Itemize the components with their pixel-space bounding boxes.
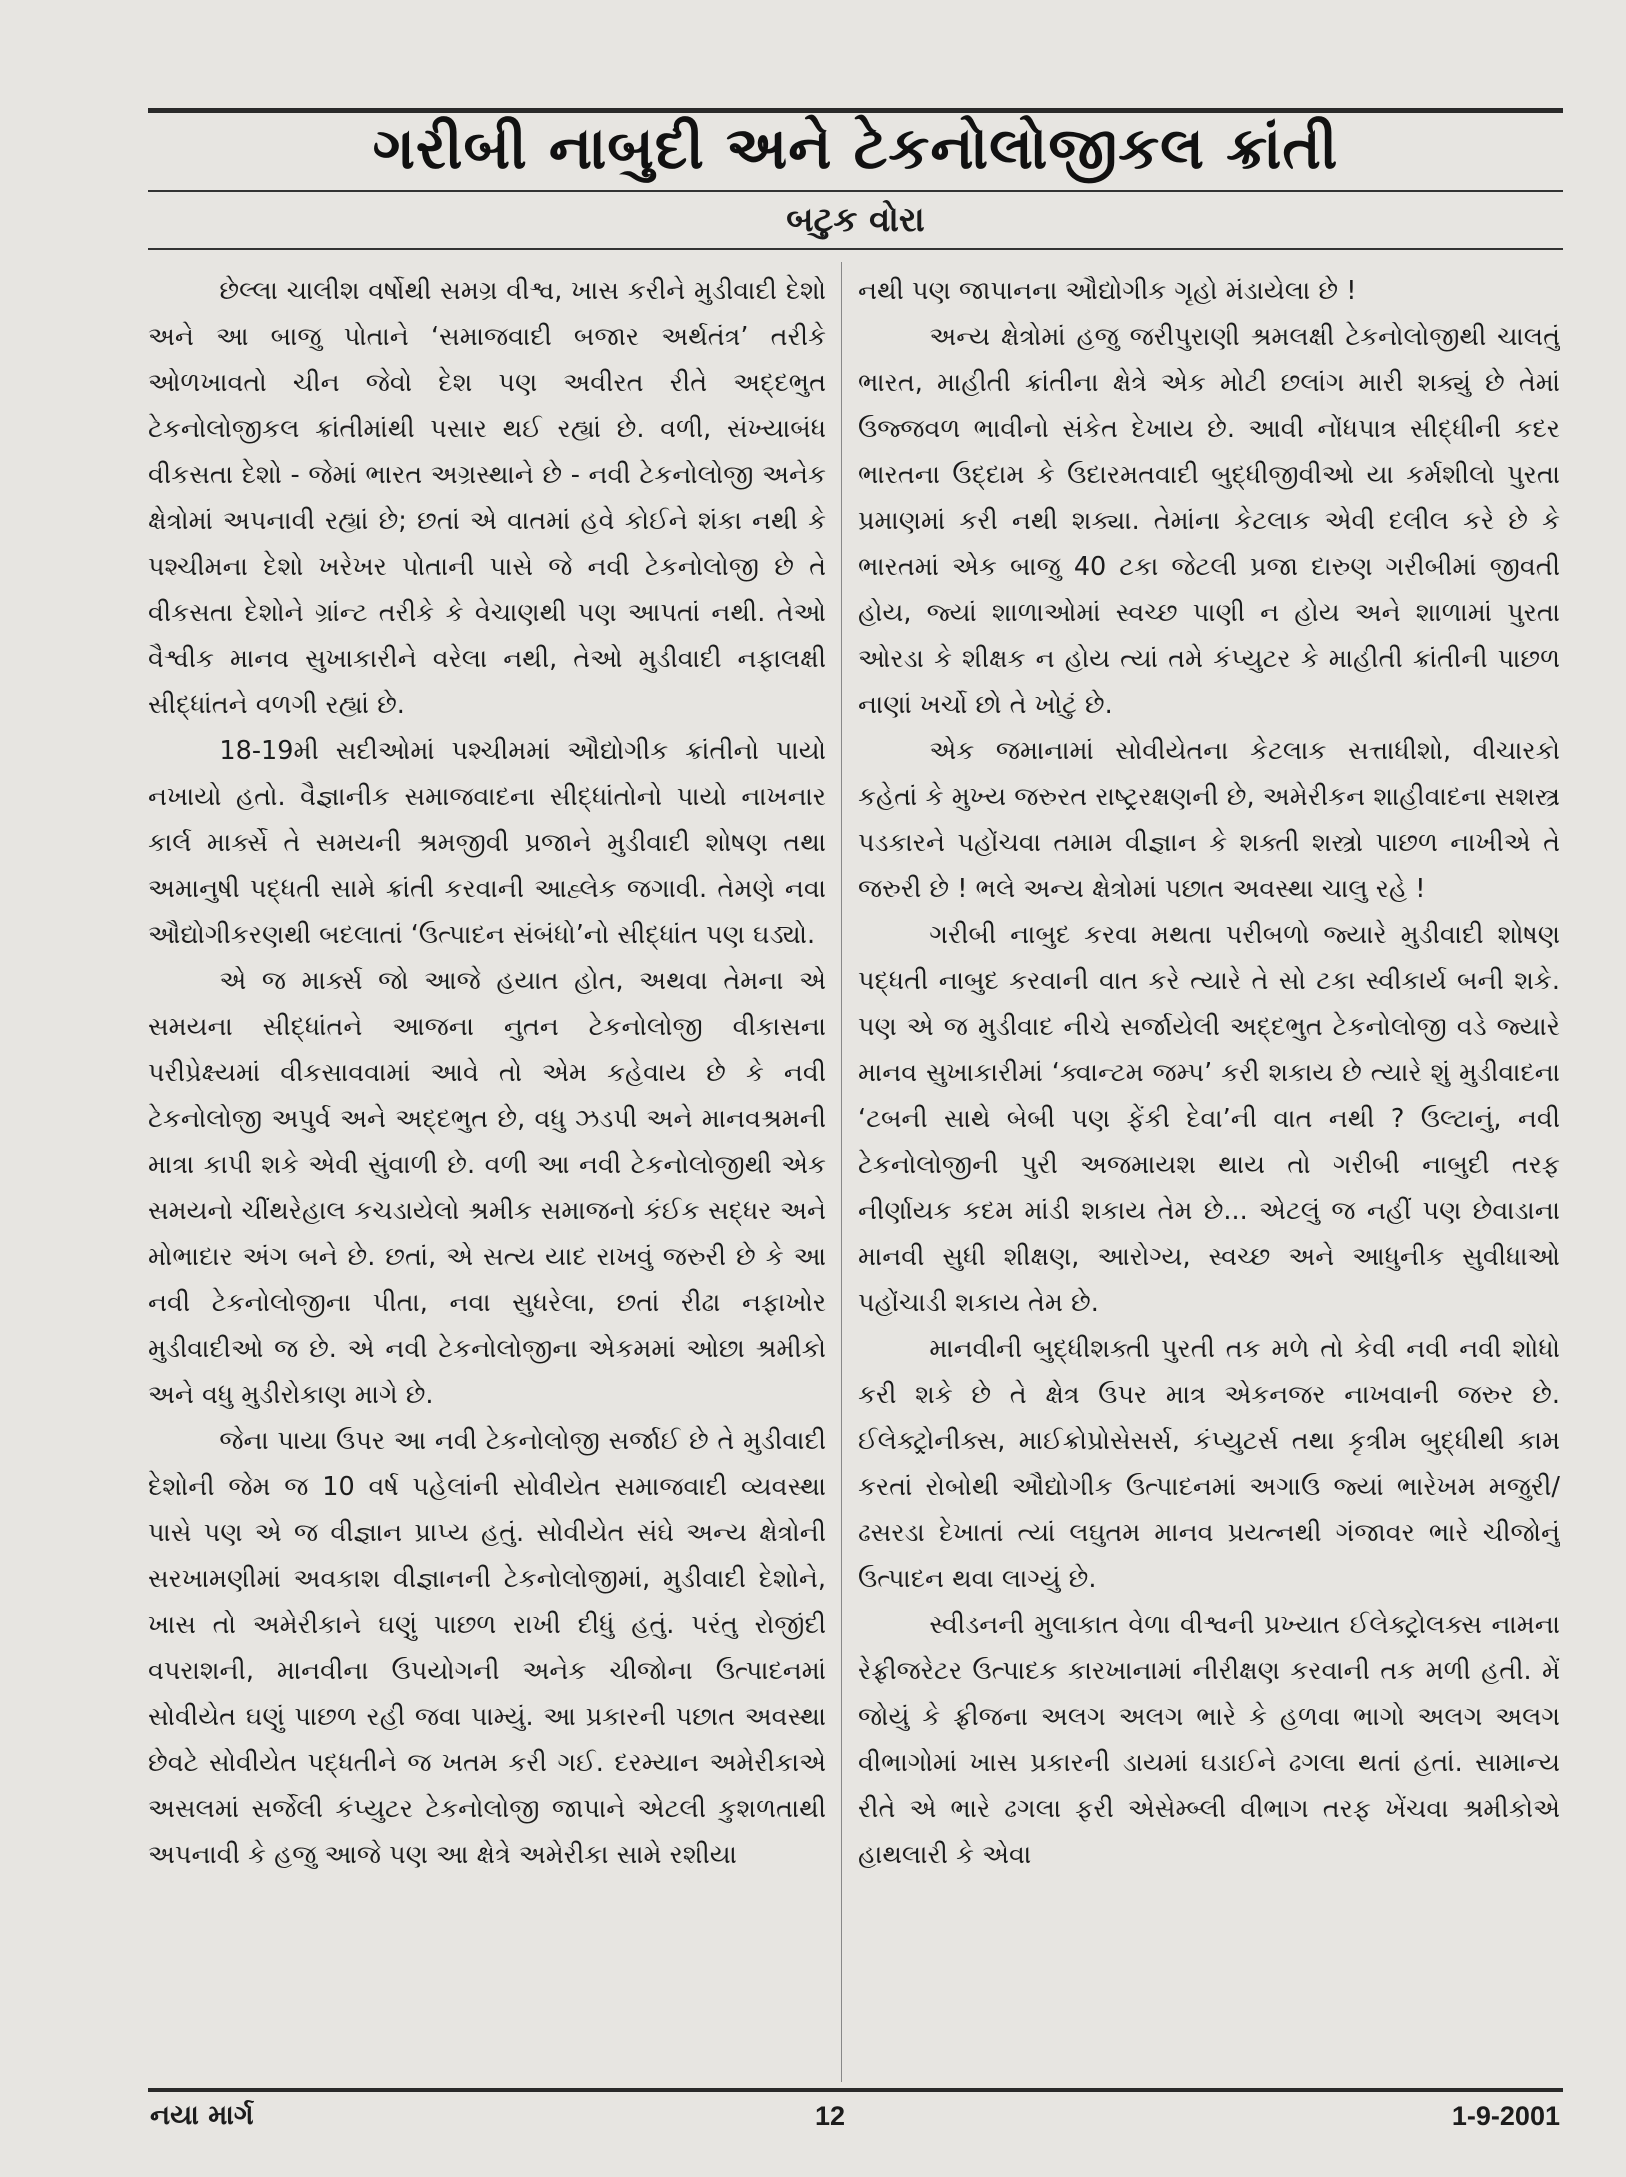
paragraph: જેના પાયા ઉપર આ નવી ટેકનોલોજી સર્જાઈ છે તે મુડીવાદી દેશોની જેમ જ 10 વર્ષ પહેલાંની સોવીયેત સમાજવાદી વ્યવસ્થા પાસે પણ એ જ વીજ્ઞાન પ્રાપ્ય હતું. સોવીયેત સંઘે અન્ય ક્ષેત્રોની સરખામણીમાં અવકાશ વીજ્ઞાનની ટેકનોલોજીમાં, મુડીવાદી દેશોને, ખાસ તો અમેરીકાને ઘણું પાછળ રાખી દીધું હતું. પરંતુ રોજીંદી વપરાશની, માનવીના ઉપયોગની અનેક ચીજોના ઉત્પાદનમાં સોવીયેત ઘણું પાછળ રહી જવા પામ્યું. આ પ્રકારની પછાત અવસ્થા છેવટે સોવીયેત પદ્ધતીને જ ખતમ કરી ગઈ. દરમ્યાન અમેરીકાએ અસલમાં સર્જેલી કંપ્યુટર ટેકનોલોજી જાપાને એટલી કુશળતાથી અપનાવી કે હજુ આજે પણ આ ક્ષેત્રે અમેરીકા સામે રશીયા [148,1426,826,1870]
column-divider [841,262,842,2082]
left-column [148,268,826,2088]
author-rule [148,248,1563,250]
issue-date: 1-9-2001 [1451,2101,1560,2131]
bottom-rule [148,2088,1563,2092]
paragraph: એ જ માર્ક્સ જો આજે હયાત હોત, અથવા તેમના એ સમયના સીદ્ધાંતને આજના નુતન ટેકનોલોજી વીકાસના પરીપ્રેક્ષ્યમાં વીકસાવવામાં આવે તો એમ કહેવાય છે કે નવી ટેકનોલોજી અપુર્વ અને અદ્દભુત છે, વધુ ઝડપી અને માનવશ્રમની માત્રા કાપી શકે એવી સુંવાળી છે. વળી આ નવી ટેકનોલોજીથી એક સમયનો ચીંથરેહાલ કચડાયેલો શ્રમીક સમાજનો કંઈક સદ્ધર અને મોભાદાર અંગ બને છે. છતાં, એ સત્ય યાદ રાખવું જરુરી છે કે આ નવી ટેકનોલોજીના પીતા, નવા સુધરેલા, છતાં રીઢા નફાખોર મુડીવાદીઓ જ છે. એ નવી ટેકનોલોજીના એકમમાં ઓછા શ્રમીકો અને વધુ મુડીરોકાણ માગે છે. [148,966,826,1410]
publication-name: નયા માર્ગ [150,2100,254,2131]
article-author: બટુક વોરા [786,200,925,240]
paragraph-continuation: નથી પણ જાપાનના ઔદ્યોગીક ગૃહો મંડાયેલા છે ! [858,276,1357,306]
paragraph: અન્ય ક્ષેત્રોમાં હજુ જરીપુરાણી શ્રમલક્ષી ટેકનોલોજીથી ચાલતું ભારત, માહીતી ક્રાંતીના ક્ષેત્રે એક મોટી છલાંગ મારી શક્યું છે તેમાં ઉજ્જવળ ભાવીનો સંકેત દેખાય છે. આવી નોંધપાત્ર સીદ્ધીની કદર ભારતના ઉદ્દામ કે ઉદારમતવાદી બુદ્ધીજીવીઓ યા કર્મશીલો પુરતા પ્રમાણમાં કરી નથી શક્યા. તેમાંના કેટલાક એવી દલીલ કરે છે કે ભારતમાં એક બાજુ 40 ટકા જેટલી પ્રજા દારુણ ગરીબીમાં જીવતી હોય, જ્યાં શાળાઓમાં સ્વચ્છ પાણી ન હોય અને શાળામાં પુરતા ઓરડા કે શીક્ષક ન હોય ત્યાં તમે કંપ્યુટર કે માહીતી ક્રાંતીની પાછળ નાણાં ખર્ચો છો તે ખોટું છે. [858,322,1560,720]
right-column [858,268,1560,2088]
paragraph: માનવીની બુદ્ધીશક્તી પુરતી તક મળે તો કેવી નવી નવી શોધો કરી શકે છે તે ક્ષેત્ર ઉપર માત્ર એકનજર નાખવાની જરુર છે. ઈલેક્ટ્રોનીક્સ, માઈક્રોપ્રોસેસર્સ, કંપ્યુટર્સ તથા કૃત્રીમ બુદ્ધીથી કામ કરતાં રોબોથી ઔદ્યોગીક ઉત્પાદનમાં અગાઉ જ્યાં ભારેખમ મજુરી/ઢસરડા દેખાતાં ત્યાં લઘુતમ માનવ પ્રયત્નથી ગંજાવર ભારે ચીજોનું ઉત્પાદન થવા લાગ્યું છે. [858,1334,1560,1594]
paragraph: છેલ્લા ચાલીશ વર્ષોથી સમગ્ર વીશ્વ, ખાસ કરીને મુડીવાદી દેશો અને આ બાજુ પોતાને ‘સમાજવાદી બજાર અર્થતંત્ર’ તરીકે ઓળખાવતો ચીન જેવો દેશ પણ અવીરત રીતે અદ્દભુત ટેકનોલોજીકલ ક્રાંતીમાંથી પસાર થઈ રહ્યાં છે. વળી, સંખ્યાબંધ વીકસતા દેશો - જેમાં ભારત અગ્રસ્થાને છે - નવી ટેકનોલોજી અનેક ક્ષેત્રોમાં અપનાવી રહ્યાં છે; છતાં એ વાતમાં હવે કોઈને શંકા નથી કે પશ્ચીમના દેશો ખરેખર પોતાની પાસે જે નવી ટેકનોલોજી છે તે વીકસતા દેશોને ગ્રાંન્ટ તરીકે કે વેચાણથી પણ આપતાં નથી. તેઓ વૈશ્વીક માનવ સુખાકારીને વરેલા નથી, તેઓ મુડીવાદી નફાલક્ષી સીદ્ધાંતને વળગી રહ્યાં છે. [148,276,826,720]
article-title: ગરીબી નાબુદી અને ટેકનોલોજીકલ ક્રાંતી [372,114,1339,182]
page-number: 12 [814,2101,846,2131]
title-rule [148,190,1563,192]
paragraph: ગરીબી નાબુદ કરવા મથતા પરીબળો જ્યારે મુડીવાદી શોષણ પદ્ધતી નાબુદ કરવાની વાત કરે ત્યારે તે સો ટકા સ્વીકાર્ય બની શકે. પણ એ જ મુડીવાદ નીચે સર્જાયેલી અદ્દભુત ટેકનોલોજી વડે જ્યારે માનવ સુખાકારીમાં ‘ક્વાન્ટમ જમ્પ’ કરી શકાય છે ત્યારે શું મુડીવાદના ‘ટબની સાથે બેબી પણ ફેંકી દેવા’ની વાત નથી ? ઉલ્ટાનું, નવી ટેકનોલોજીની પુરી અજમાયશ થાય તો ગરીબી નાબુદી તરફ નીર્ણાયક કદમ માંડી શકાય તેમ છે... એટલું જ નહીં પણ છેવાડાના માનવી સુધી શીક્ષણ, આરોગ્ય, સ્વચ્છ અને આધુનીક સુવીધાઓ પહોંચાડી શકાય તેમ છે. [858,920,1560,1318]
paragraph: 18-19મી સદીઓમાં પશ્ચીમમાં ઔદ્યોગીક ક્રાંતીનો પાયો નખાયો હતો. વૈજ્ઞાનીક સમાજવાદના સીદ્ધાંતોનો પાયો નાખનાર કાર્લ માર્ક્સે તે સમયની શ્રમજીવી પ્રજાને મુડીવાદી શોષણ તથા અમાનુષી પદ્ધતી સામે ક્રાંતી કરવાની આહ્લેક જગાવી. તેમણે નવા ઔદ્યોગીકરણથી બદલાતાં ‘ઉત્પાદન સંબંધો’નો સીદ્ધાંત પણ ઘડ્યો. [148,736,826,950]
paragraph: સ્વીડનની મુલાકાત વેળા વીશ્વની પ્રખ્યાત ઈલેક્ટ્રોલક્સ નામના રેફ્રીજરેટર ઉત્પાદક કારખાનામાં નીરીક્ષણ કરવાની તક મળી હતી. મેં જોયું કે ફ્રીજના અલગ અલગ ભારે કે હળવા ભાગો અલગ અલગ વીભાગોમાં ખાસ પ્રકારની ડાયમાં ઘડાઈને ઢગલા થતાં હતાં. સામાન્ય રીતે એ ભારે ઢગલા ફરી એસેમ્બ્લી વીભાગ તરફ ખેંચવા શ્રમીકોએ હાથલારી કે એવા [858,1610,1560,1870]
paragraph: એક જમાનામાં સોવીયેતના કેટલાક સત્તાધીશો, વીચારકો કહેતાં કે મુખ્ય જરુરત રાષ્ટ્રરક્ષણની છે, અમેરીકન શાહીવાદના સશસ્ત્ર પડકારને પહોંચવા તમામ વીજ્ઞાન કે શક્તી શસ્ત્રો પાછળ નાખીએ તે જરુરી છે ! ભલે અન્ય ક્ષેત્રોમાં પછાત અવસ્થા ચાલુ રહે ! [858,736,1560,904]
